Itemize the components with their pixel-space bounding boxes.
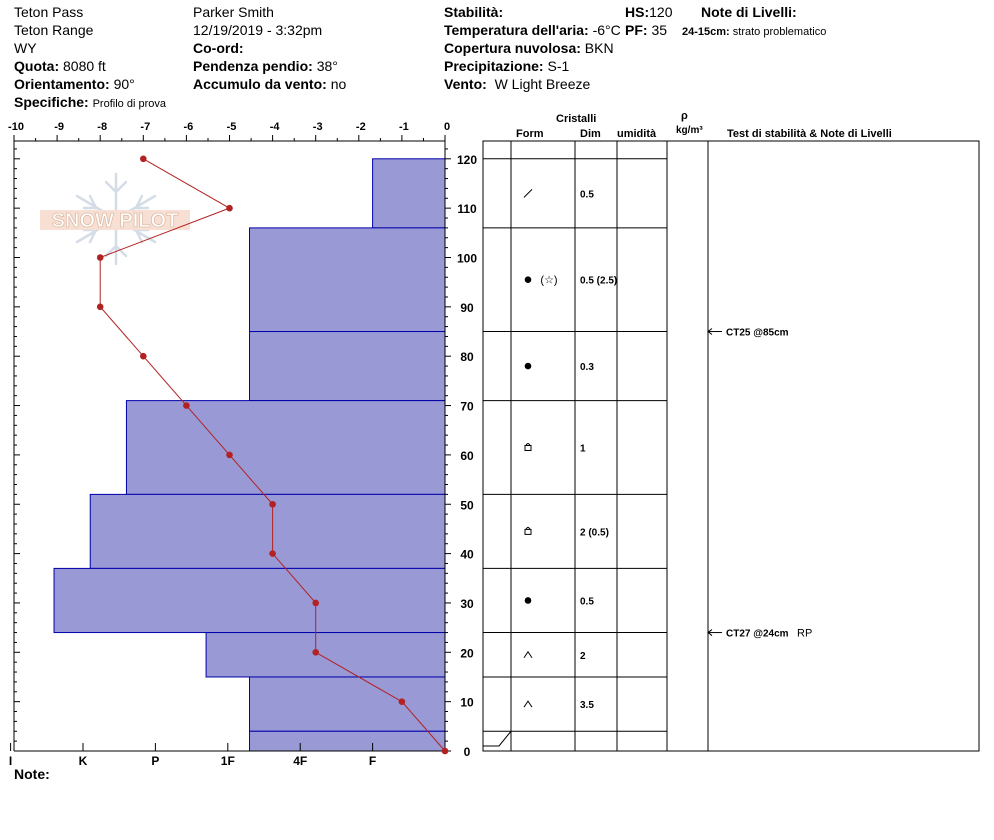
temperature-tick-label: -10 [8,121,24,133]
air-temp-label: Temperatura dell'aria: [444,22,589,38]
hardness-bar [54,568,445,632]
temperature-tick-label: -6 [183,121,194,133]
aspect-value: 90° [113,76,135,92]
pf-value: 35 [651,22,668,38]
elevation-value: 8080 ft [63,58,106,74]
hardness-tick-label: K [78,754,88,768]
depth-tick-label: 120 [456,152,478,167]
hardness-bar [373,159,445,228]
hardness-tick-label: I [8,754,13,768]
rho-header: ρ [681,110,688,122]
depth-tick-label: 100 [456,251,478,266]
specifics-label: Specifiche: [14,94,89,110]
precip-label: Precipitazione: [444,58,544,74]
precip-value: S-1 [547,58,570,74]
temperature-point [442,748,449,755]
hardness-bar [126,401,445,495]
layer-size-label: 0.5 [580,596,594,608]
temperature-tick-label: -1 [399,121,409,133]
temperature-point [312,600,319,607]
form-dot-icon [525,597,532,604]
hardness-bar [250,228,445,332]
specifics-value: Profilo di prova [92,98,166,110]
depth-tick-label: 40 [460,547,474,562]
depth-tick-label: 50 [460,498,474,513]
temperature-point [269,501,276,508]
layer-note-range: 24-15cm: [682,26,730,38]
depth-tick-label: 90 [460,300,474,315]
form-star-icon: (☆) [540,274,558,287]
temperature-point [312,649,319,656]
form-square-icon [525,529,531,534]
temperature-tick-label: -5 [226,121,237,133]
form-header: Form [516,128,544,140]
cloud-value: BKN [584,40,614,56]
temperature-point [140,353,147,360]
temperature-tick-label: -8 [97,121,108,133]
density-unit-header: kg/m³ [676,125,703,136]
layer-size-label: 3.5 [580,700,594,712]
elevation-label: Quota: [14,58,60,74]
coords-label: Co-ord: [193,40,244,56]
state-name: WY [14,40,37,56]
wind-loading-label: Accumulo da vento: [193,76,327,92]
stability-label: Stabilità: [444,4,504,20]
temperature-tick-label: -9 [54,121,64,133]
form-dot-icon [525,276,532,283]
hardness-bar [206,633,445,677]
notes-label: Note: [14,766,50,782]
location-name: Teton Pass [14,4,84,20]
hardness-tick-label: F [368,754,377,768]
temperature-point [399,698,406,705]
hs-label: HS: [625,4,650,20]
form-slash-icon [524,189,532,197]
range-name: Teton Range [14,22,94,38]
temperature-point [226,452,233,459]
layer-size-label: 0.5 (2.5) [580,275,618,287]
temperature-point [97,304,104,311]
temperature-tick-label: 0 [443,121,451,133]
hardness-tick-label: 1F [220,754,235,768]
pf-label: PF: [625,22,648,38]
hardness-bar [250,332,445,401]
form-caret-icon [524,701,532,707]
aspect-label: Orientamento: [14,76,110,92]
layer-size-label: 2 (0.5) [580,527,609,539]
depth-tick-label: 110 [457,202,477,217]
observer-name: Parker Smith [193,4,274,20]
test-extra-label: RP [797,627,813,640]
wind-label: Vento: [444,76,487,92]
size-header: Dim [580,128,601,140]
wind-loading-value: no [330,76,347,92]
form-square-icon [525,445,531,450]
temperature-tick-label: -7 [140,121,151,133]
form-caret-icon [524,652,532,658]
ground-connector-line [483,731,511,746]
air-temp-value: -6°C [592,22,621,38]
cloud-label: Copertura nuvolosa: [444,40,581,56]
crystals-header: Cristalli [556,113,597,125]
hardness-bar [90,494,445,568]
hardness-bar [250,731,445,751]
svg-text:SNOW PILOT: SNOW PILOT [51,210,179,232]
depth-tick-label: 70 [460,399,474,414]
test-label: CT25 @85cm [726,327,789,339]
depth-tick-label: 10 [460,695,474,710]
hs-value: 120 [649,4,673,20]
hardness-bar [250,677,445,731]
layer-size-label: 0.5 [580,189,594,201]
depth-tick-label: 30 [460,596,474,611]
wind-value: W Light Breeze [494,76,591,92]
hardness-tick-label: 4F [293,754,308,768]
depth-tick-label: 0 [463,745,471,759]
layer-notes-label: Note di Livelli: [701,4,797,20]
temperature-tick-label: -2 [355,121,366,133]
tests-header: Test di stabilità & Note di Livelli [727,128,892,140]
temperature-point [140,156,147,163]
layer-note-text: strato problematico [732,26,827,38]
observation-datetime: 12/19/2019 - 3:32pm [193,22,323,38]
layer-size-label: 2 [580,650,586,662]
depth-tick-label: 60 [460,448,474,463]
depth-tick-label: 20 [460,646,474,661]
temperature-point [269,550,276,557]
hardness-tick-label: P [151,754,160,768]
snow-pilot-logo [40,174,190,264]
moisture-header: umidità [617,128,657,140]
layer-size-label: 0.3 [580,362,594,374]
depth-tick-label: 80 [460,350,474,365]
test-label: CT27 @24cm [726,628,789,640]
temperature-point [226,205,233,212]
form-dot-icon [525,363,532,370]
layer-table-frame [483,141,979,751]
temperature-point [183,402,190,409]
slope-value: 38° [316,58,338,74]
layer-size-label: 1 [580,443,586,455]
slope-label: Pendenza pendio: [193,58,313,74]
temperature-tick-label: -4 [269,121,280,133]
temperature-tick-label: -3 [312,121,323,133]
temperature-point [97,254,104,261]
